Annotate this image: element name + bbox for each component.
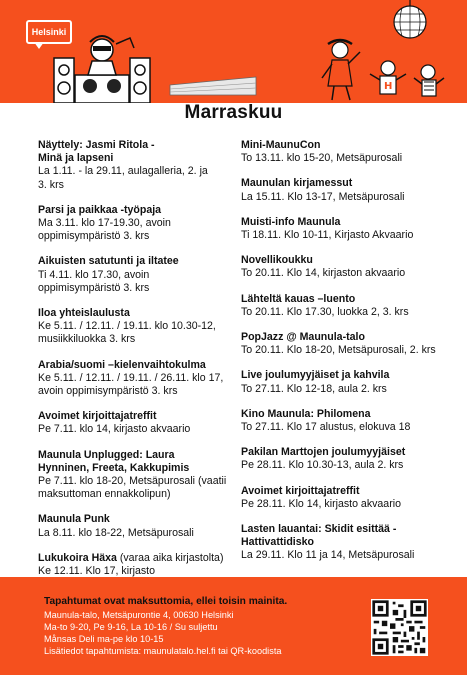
event-item <box>241 139 446 165</box>
event-details: Ti 4.11. klo 17.30, avoin oppimisympäristö 3. krs <box>38 268 150 294</box>
event-details: Pe 28.11. Klo 14, kirjasto akvaario <box>241 497 401 510</box>
dancers-illustration <box>318 38 453 103</box>
event-item <box>241 216 446 242</box>
logo-speech-tail <box>34 42 44 49</box>
svg-text:H: H <box>384 81 393 92</box>
event-title: Avoimet kirjoittajatreffit <box>241 484 360 497</box>
event-title: Avoimet kirjoittajatreffit <box>38 410 157 423</box>
event-details: La 15.11. Klo 13-17, Metsäpurosali <box>241 190 405 203</box>
event-details: La 8.11. klo 18-22, Metsäpurosali <box>38 526 194 539</box>
dj-illustration <box>50 30 155 103</box>
event-title <box>38 139 238 165</box>
footer-hours: Ma-to 9-20, Pe 9-16, La 10-16 / Su suljettu <box>44 622 218 632</box>
event-details: La 1.11. - la 29.11, aulagalleria, 2. ja 3. krs <box>38 165 208 191</box>
event-item <box>38 513 238 539</box>
event-title: Lasten lauantai: Skidit esittää - Hattivattidisko <box>241 523 397 549</box>
event-title: Novellikoukku <box>241 254 313 267</box>
event-item <box>38 307 238 347</box>
event-details: To 20.11. Klo 18-20, Metsäpurosali, 2. krs <box>241 344 436 357</box>
event-title: Arabia/suomi –kielenvaihtokulma <box>38 358 206 371</box>
page-title: Marraskuu <box>184 102 283 123</box>
event-details: Pe 7.11. klo 18-20, Metsäpurosali (vaatii maksuttoman ennakkolipun) <box>38 475 227 501</box>
event-item <box>38 139 238 192</box>
event-item <box>241 177 446 203</box>
qr-code[interactable] <box>371 599 428 656</box>
event-item <box>38 255 238 295</box>
footer-more-info: Lisätiedot tapahtumista: maunulatalo.hel.fi tai QR-koodista <box>44 646 282 656</box>
disco-ball-icon <box>388 0 433 42</box>
events-left-column <box>38 139 238 590</box>
event-title: Mini-MaunuCon <box>241 139 321 151</box>
event-item <box>241 485 446 511</box>
event-title: Parsi ja paikkaa -työpaja <box>38 203 162 216</box>
event-details: Pe 7.11. klo 14, kirjasto akvaario <box>38 423 191 436</box>
event-item <box>241 293 446 319</box>
qr-code-icon <box>371 599 428 656</box>
event-details: To 27.11. Klo 12-18, aula 2. krs <box>241 382 387 395</box>
footer-address: Maunula-talo, Metsäpurontie 4, 00630 Helsinki <box>44 610 234 620</box>
event-title: Live joulumyyjäiset ja kahvila <box>241 369 390 382</box>
event-details: To 20.11. Klo 14, kirjaston akvaario <box>241 267 406 280</box>
event-item <box>38 552 238 578</box>
event-title: Maunula Unplugged: Laura Hynninen, Freeta, Kakkupimis <box>38 448 190 474</box>
event-title: Kino Maunula: Philomena <box>241 407 371 420</box>
event-title: Muisti-info Maunula <box>241 215 341 228</box>
event-details: La 29.11. Klo 11 ja 14, Metsäpurosali <box>241 549 415 562</box>
event-item <box>38 359 238 399</box>
event-title <box>38 552 238 565</box>
footer-deli-hours: Månsas Deli ma-pe klo 10-15 <box>44 634 164 644</box>
event-item <box>241 408 446 434</box>
events-right-column <box>241 139 446 575</box>
event-title: Lähteltä kauas –luento <box>241 292 356 305</box>
event-title-note: (varaa aika kirjastolta) <box>116 551 224 564</box>
event-title: PopJazz @ Maunula-talo <box>241 331 365 344</box>
event-details: Ke 5.11. / 12.11. / 19.11. klo 10.30-12, musiikkiluokka 3. krs <box>38 320 216 346</box>
event-details: Ma 3.11. klo 17-19.30, avoin oppimisympäristö 3. krs <box>38 217 171 243</box>
event-item <box>241 446 446 472</box>
event-details: Ke 5.11. / 12.11. / 19.11. / 26.11. klo 17, avoin oppimisympäristö 3. krs <box>38 371 224 398</box>
event-details: Ke 12.11. Klo 17, kirjasto <box>38 565 155 578</box>
event-item <box>241 331 446 357</box>
building-illustration <box>168 75 258 97</box>
event-item <box>241 369 446 395</box>
event-item <box>38 204 238 244</box>
event-title: Iloa yhteislaulusta <box>38 307 130 320</box>
event-title: Maunula Punk <box>38 513 110 526</box>
event-details: Pe 28.11. Klo 10.30-13, aula 2. krs <box>241 459 404 472</box>
event-item <box>38 449 238 502</box>
event-details: To 20.11. Klo 17.30, luokka 2, 3. krs <box>241 305 409 318</box>
event-details: To 13.11. klo 15-20, Metsäpurosali <box>241 152 403 165</box>
event-title: Aikuisten satutunti ja iltatee <box>38 255 179 268</box>
event-item <box>241 254 446 280</box>
event-title-text: Lukukoira Häxa <box>38 551 117 564</box>
event-details: To 27.11. Klo 17 alustus, elokuva 18 <box>241 421 411 434</box>
event-title: Maunulan kirjamessut <box>241 177 353 190</box>
header-banner <box>0 0 467 103</box>
logo-text: Helsinki <box>31 27 67 37</box>
event-details: Ti 18.11. Klo 10-11, Kirjasto Akvaario <box>241 229 414 242</box>
event-item <box>38 410 238 436</box>
event-title: Pakilan Marttojen joulumyyjäiset <box>241 446 406 459</box>
footer-notice: Tapahtumat ovat maksuttomia, ellei toisin mainita. <box>44 596 288 607</box>
event-item <box>241 523 446 563</box>
event-title-text: Näyttely: Jasmi Ritola - Minä ja lapseni <box>38 139 155 165</box>
